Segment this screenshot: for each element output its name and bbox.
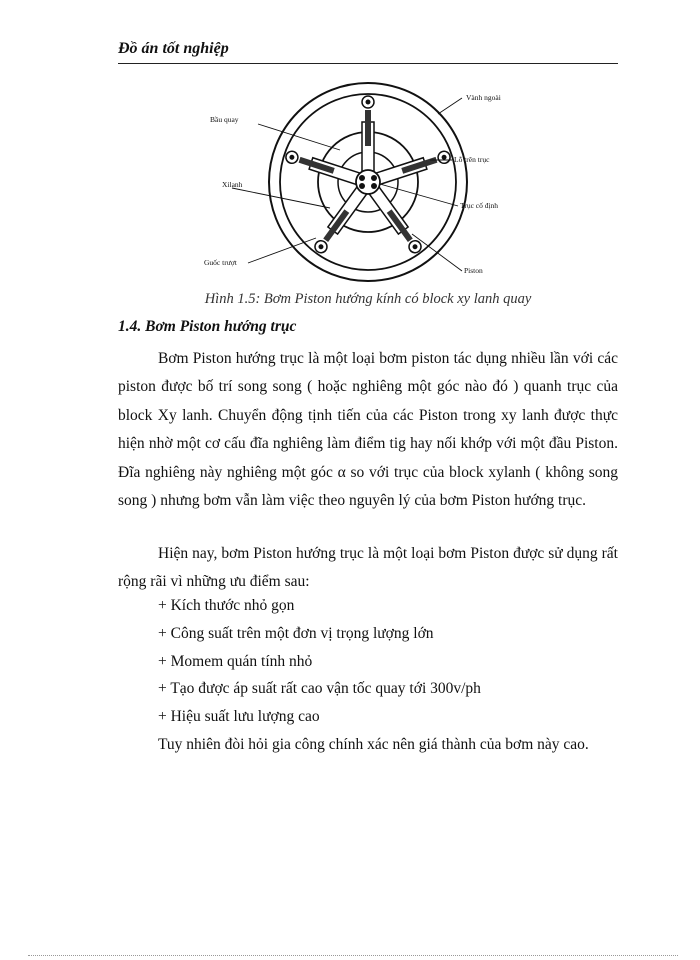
arm-up [362,96,374,180]
list-item: + Hiệu suất lưu lượng cao [158,708,320,726]
advantages-list [158,592,481,731]
pump-diagram [190,78,550,283]
list-item: + Công suất trên một đơn vị trọng lượng lớn [158,624,434,642]
list-item: + Tạo được áp suất rất cao vận tốc quay tới 300v/ph [158,680,481,698]
paragraph-conclusion: Tuy nhiên đòi hỏi gia công chính xác nên giá thành của bơm này cao. [158,736,589,753]
page-header-title: Đồ án tốt nghiệp [118,40,229,57]
label-truc-co-dinh: Trục cố định [460,201,499,210]
paragraph-advantages: Hiện nay, bơm Piston hướng trục là một loại bơm Piston được sử dụng rất rộng rãi vì những ưu điểm sau: [118,545,618,591]
center-shaft [356,170,380,194]
header-divider [118,63,618,64]
list-item: + Kích thước nhỏ gọn [158,597,295,614]
paragraph-intro: Bơm Piston hướng trục là một loại bơm piston tác dụng nhiều lần với các piston được bố trí song song ( hoặc nghiêng một góc nào đó ) quanh trục của block Xy lanh. Chuyển động tịnh tiến của các Piston trong xy lanh được thực hiện nhờ một cơ cấu đĩa nghiêng làm điểm tig hay nối khớp với một đầu Piston. Đĩa nghiêng này nghiêng một góc α so với trục của block xylanh ( không song song ) nhưng bơm vẫn làm việc theo nguyên lý của bơm Piston hướng trục. [118,350,618,510]
label-lo-tren-truc: Lỗ trên trục [454,155,490,164]
label-xilanh: Xilanh [222,180,243,189]
label-piston: Piston [464,266,483,275]
page-bottom-border [28,955,678,956]
list-item: + Momem quán tính nhỏ [158,652,313,670]
label-bau-quay: Bầu quay [210,115,239,124]
figure-caption: Hình 1.5: Bơm Piston hướng kính có block xy lanh quay [204,291,532,307]
label-guoc-truot: Guốc trượt [204,258,237,267]
section-heading: 1.4. Bơm Piston hướng trục [118,318,297,335]
label-vanh-ngoai: Vành ngoài [466,93,501,102]
